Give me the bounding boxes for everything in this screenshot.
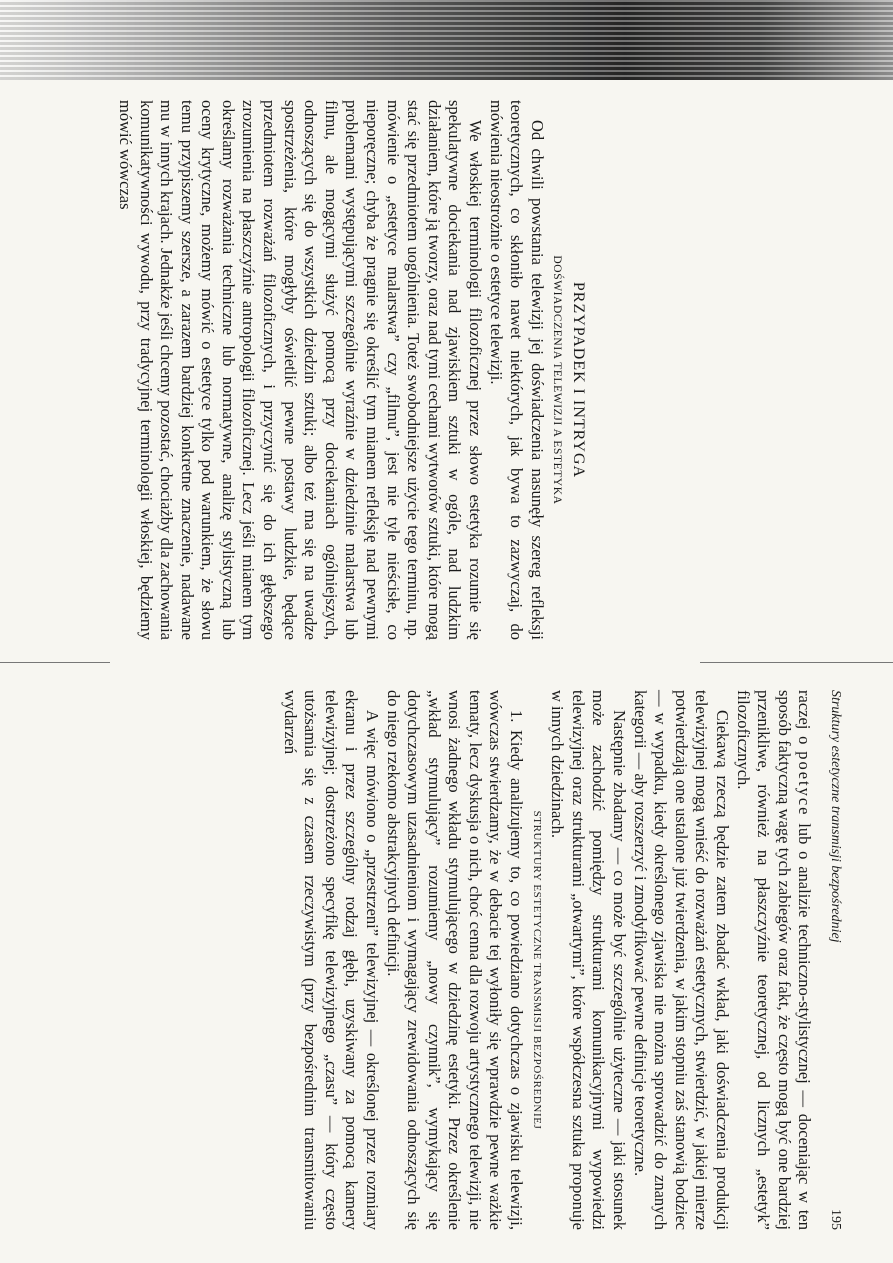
page-number: 195 bbox=[828, 1209, 843, 1230]
page-fold-right bbox=[700, 662, 893, 663]
spaced-word: poetyce bbox=[795, 751, 815, 817]
left-paragraph-2: We włoskiej terminologii filozoficznej przez słowo estetyka rozumie się spekulatywne dociekania nad zjawiskiem sztuki w ogóle, nad ludzkim działaniem, które ją tworzy, oraz nad tymi cechami wytworów sztuki, które mogą stać się przedmiotem uogólnienia. Toteż swobodniejsze użycie tego terminu, np. mówienie o „estetyce malarstwa” czy „filmu”, jest nie tyle nieścisłe, co nieporęczne; chyba że pragnie się określić tym mianem refleksję nad pewnymi problemami występującymi szczególnie wyraźnie w dziedzinie malarstwa lub filmu, ale mogącymi służyć pomocą przy dociekaniach ogólniejszych, odnoszących się do wszystkich dziedzin sztuki; albo też ma się na uwadze spostrzeżenia, które mogłyby oświetlić pewne postawy ludzkie, będące przedmiotem rozważań filozoficznych, i przyczynić się do ich głębszego zrozumienia na płaszczyźnie antropologii filozoficznej. Lecz jeśli mianem tym określamy rozważania techniczne lub normatywne, analizę stylistyczną lub oceny krytyczne, możemy mówić o estetyce tylko pod warunkiem, że słowu temu przypiszemy szersze, a zarazem bardziej konkretne znaczenie, nadawane mu w innych krajach. Jednakże jeśli chcemy pozostać, chociażby dla zachowania komunikatywności wywodu, przy tradycyjnej terminologii włoskiej, będziemy mówić wówczas bbox=[115, 100, 486, 640]
right-paragraph-1: raczej o poetyce lub o analizie techniczno-stylistycznej — doceniając w ten sposób faktyczną wagę tych zabiegów oraz fakt, że często mogą być one bardziej przenikliwe, również na płaszczyźnie teoretycznej, od licznych „estetyk” filozoficznych. bbox=[733, 690, 815, 1230]
section-title: STRUKTURY ESTETYCZNE TRANSMISJI BEZPOŚREDNIEJ bbox=[530, 810, 543, 1130]
chapter-title: PRZYPADEK I INTRYGA bbox=[570, 281, 587, 479]
scan-edge-artifact bbox=[0, 0, 893, 80]
right-paragraph-5: A więc mówiono o „przestrzeni” telewizyjnej — określonej przez rozmiary ekranu i przez szczególny rodzaj głębi, uzyskiwany za pomocą kamery telewizyjnej; dostrzeżono specyfikę telewizyjnego „czasu” — który często utożsamia się z czasem rzeczywistym (przy bezpośrednim transmitowaniu wydarzeń bbox=[280, 690, 382, 1230]
page-fold-left bbox=[0, 662, 110, 663]
right-paragraph-3: Następnie zbadamy — co może być szczególnie użyteczne — jaki stosunek może zachodzić pomiędzy strukturami komunikacyjnymi wypowiedzi telewizyjnej oraz strukturami „otwartymi”, które współczesna sztuka proponuje w innych dziedzinach. bbox=[548, 690, 630, 1230]
left-paragraph-1: Od chwili powstania telewizji jej doświadczenia nasunęły szereg refleksji teoretycznych, co skłoniło nawet niektórych, jak bywa to zazwyczaj, do mówienia nieostrożnie o estetyce telewizji. bbox=[486, 100, 547, 640]
right-paragraph-2: Ciekawą rzeczą będzie zatem zbadać wkład, jaki doświadczenia produkcji telewizyjnej mogą wnieść do rozważań estetycznych, stwierdzić, w jakiej mierze potwierdzają one ustalone już twierdzenia, w jakim stopniu zaś stanowią bodziec — w wypadku, kiedy określonego zjawiska nie można sprowadzić do znanych kategorii — aby rozszerzyć i zmodyfikować pewne definicje teoretyczne. bbox=[630, 690, 733, 1230]
chapter-subtitle: DOŚWIADCZENIA TELEWIZJI A ESTETYKA bbox=[551, 255, 564, 505]
left-page-column bbox=[78, 100, 588, 640]
right-page-column bbox=[280, 690, 845, 1230]
running-head-title: Struktury estetyczne transmisji bezpośredniej bbox=[828, 690, 843, 943]
running-head bbox=[824, 690, 845, 1230]
right-paragraph-4: 1. Kiedy analizujemy to, co powiedziano dotychczas o zjawisku telewizji, wówczas stwierdzamy, że w debacie tej wyłoniły się wprawdzie pewne ważkie tematy, lecz dyskusja o nich, choć cenna dla rozwoju artystycznego telewizji, nie wnosi żadnego wkładu stymulującego w dziedzinę estetyki. Przez określenie „wkład stymulujący” rozumiemy „nowy czynnik”, wymykający się dotychczasowym uzasadnieniom i wymagający zrewidowania odnoszących się do niego rzekomo abstrakcyjnych definicji. bbox=[383, 690, 527, 1230]
